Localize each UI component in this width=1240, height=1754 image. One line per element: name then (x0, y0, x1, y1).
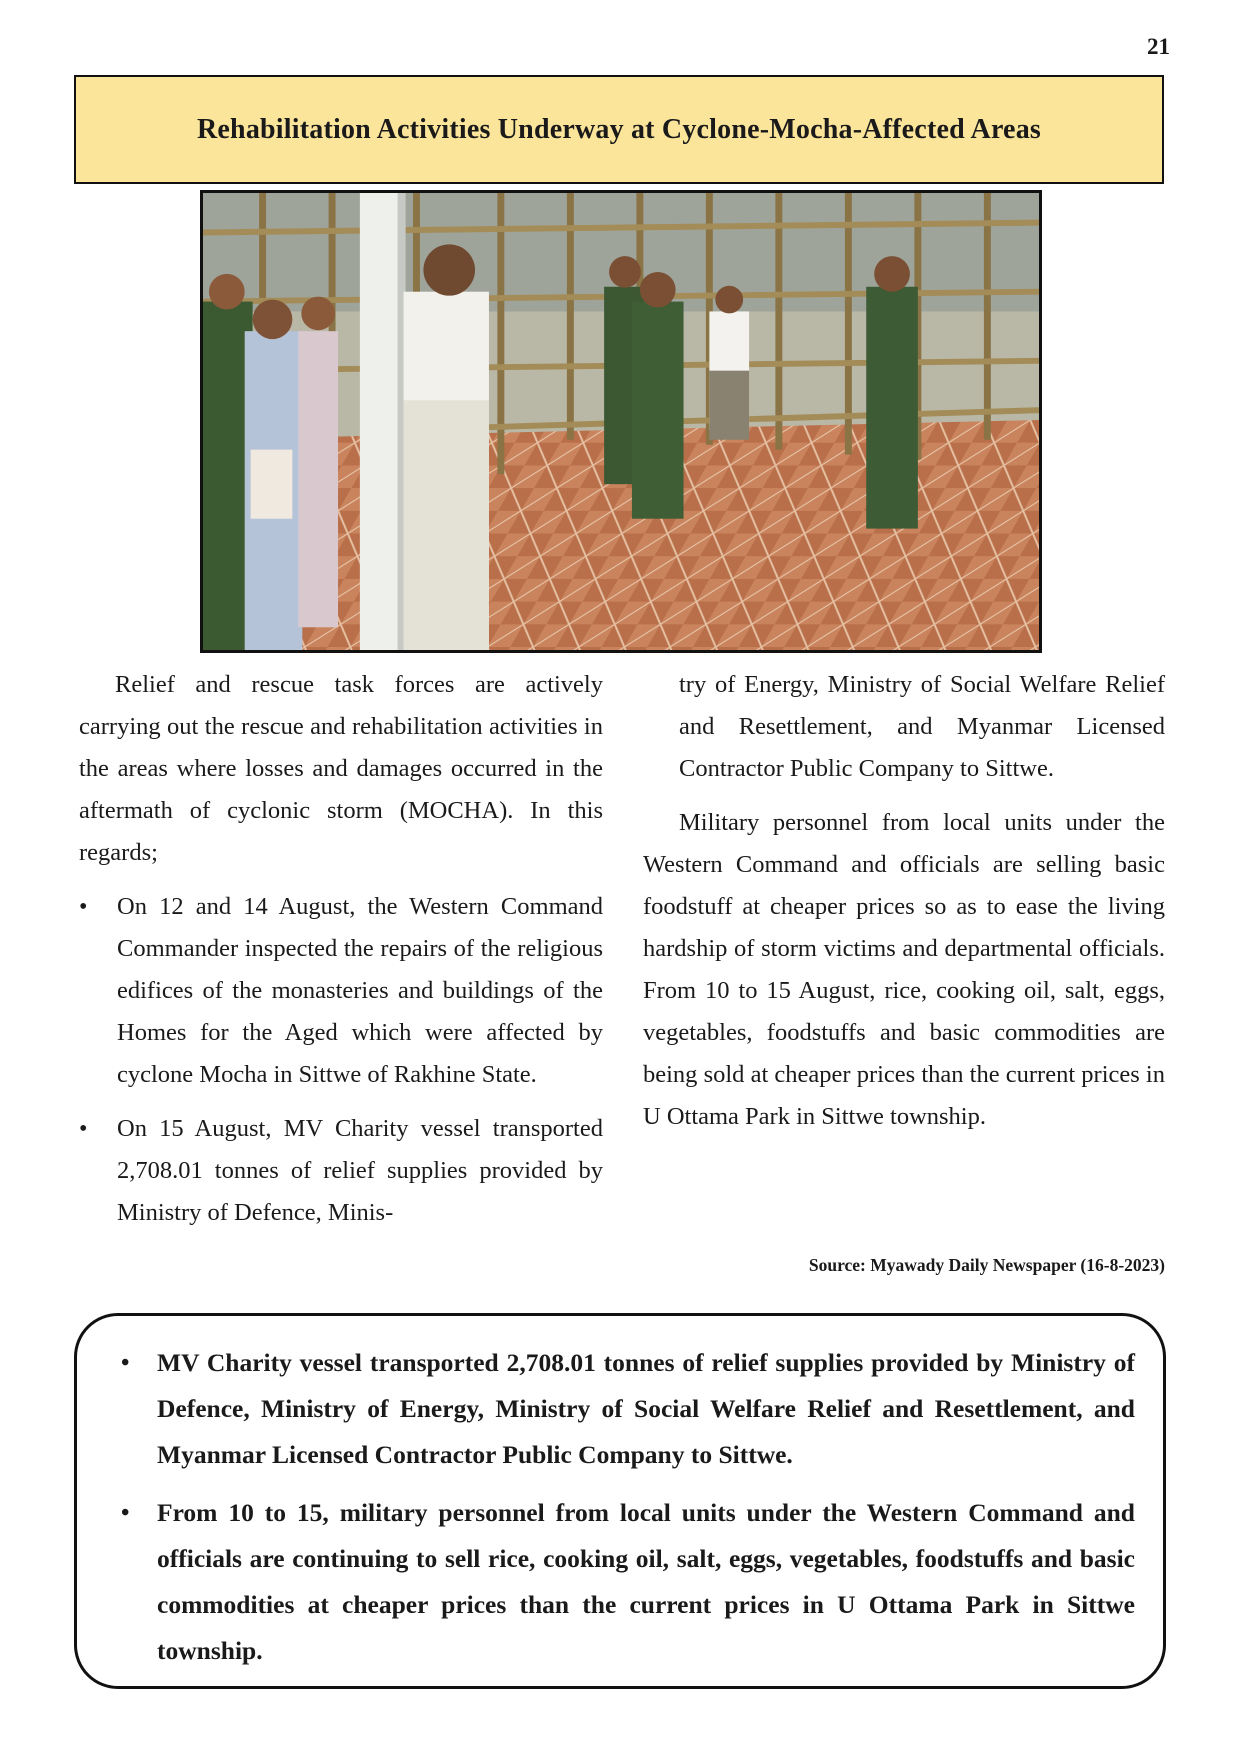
article-title: Rehabilitation Activities Underway at Cyclone-Mocha-Affected Areas (197, 113, 1041, 145)
activity-list (79, 886, 603, 1234)
photo-illustration (203, 193, 1039, 650)
list-item: • On 15 August, MV Charity vessel transported 2,708.01 tonnes of relief supplies provided by Ministry of Defence, Minis- (79, 1108, 603, 1234)
intro-paragraph: Relief and rescue task forces are actively carrying out the rescue and rehabilitation activities in the areas where losses and damages occurred in the aftermath of cyclonic storm (MOCHA). In this regards; (79, 671, 603, 866)
summary-item: • MV Charity vessel transported 2,708.01 tonnes of relief supplies provided by Ministry of Defence, Ministry of Energy, Ministry of Social Welfare Relief and Resettlement, and Myanmar Licensed Contractor Public Company to Sittwe. (101, 1340, 1135, 1478)
article-photo (200, 190, 1042, 653)
right-column (643, 664, 1165, 1150)
summary-item: • From 10 to 15, military personnel from local units under the Western Command and officials are continuing to sell rice, cooking oil, salt, eggs, vegetables, foodstuffs and basic commodities at cheaper prices than the current prices in U Ottama Park in Sittwe township. (101, 1490, 1135, 1674)
title-banner (74, 75, 1164, 184)
summary-box (74, 1313, 1166, 1689)
list-item: • On 12 and 14 August, the Western Command Commander inspected the repairs of the religious edifices of the monasteries and buildings of the Homes for the Aged which were affected by cyclone Mocha in Sittwe of Rakhine State. (79, 886, 603, 1096)
foodstuff-paragraph: Military personnel from local units under the Western Command and officials are selling basic foodstuff at cheaper prices so as to ease the living hardship of storm victims and departmental officials. From 10 to 15 August, rice, cooking oil, salt, eggs, vegetables, foodstuffs and basic commodities are being sold at cheaper prices than the current prices in U Ottama Park in Sittwe township. (643, 809, 1165, 1130)
source-citation: Source: Myawady Daily Newspaper (16-8-2023) (808, 1255, 1165, 1275)
left-column (79, 664, 603, 1246)
continued-paragraph: try of Energy, Ministry of Social Welfare Relief and Resettlement, and Myanmar Licensed Contractor Public Company to Sittwe. (679, 671, 1165, 782)
page-number: 21 (1147, 34, 1170, 59)
summary-list (101, 1340, 1135, 1674)
